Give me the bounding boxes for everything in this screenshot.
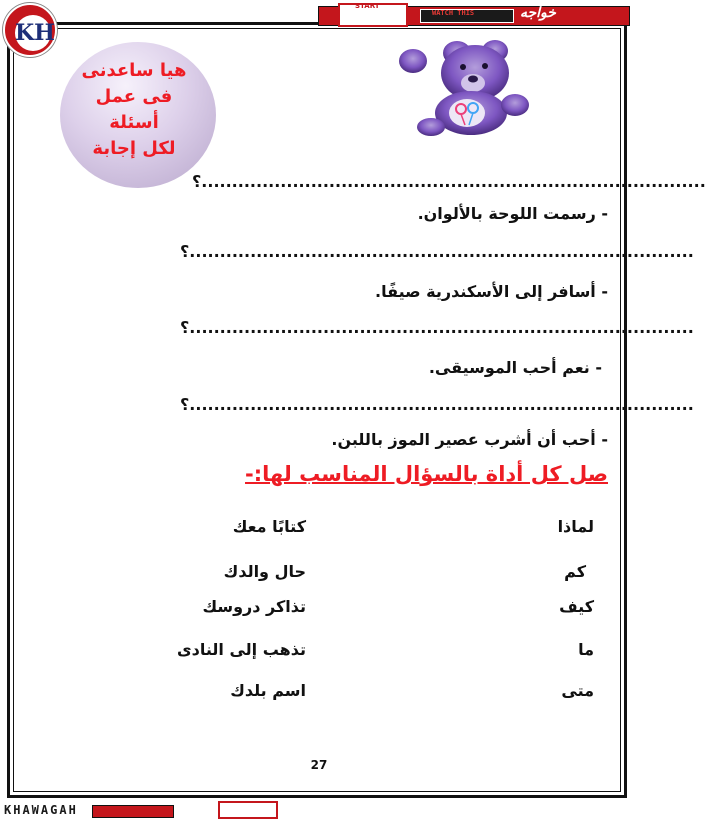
tool-3[interactable]: كيف [559,597,594,616]
bear-illustration [395,33,535,137]
answer-line-1[interactable]: ؟................................................................................... [192,172,706,191]
header-brand: خواجه [520,5,556,21]
logo-text: KH [15,15,51,51]
phrase-2[interactable]: حال والدك [223,562,306,581]
phrase-5[interactable]: اسم بلدك [230,681,306,700]
footer-ribbon [92,805,174,818]
bubble-line-3: لكل إجابة [92,138,176,159]
footer-card [218,801,278,819]
logo [3,3,57,57]
phrase-4[interactable]: تذهب إلى النادى [176,640,306,659]
page-number: 27 [310,758,328,772]
bear-eye-left [460,64,466,70]
header-card-text: START [355,2,380,10]
tool-4[interactable]: ما [578,640,594,659]
bear-paw-right [501,94,529,116]
sentence-3: - نعم أحب الموسيقى. [428,358,602,377]
header-ribbon-text: WATCH THIS [432,9,475,17]
tool-5[interactable]: متى [561,681,594,700]
bubble-line-2: فى عمل أسئلة [95,86,173,133]
footer-brand: KHAWAGAH [4,803,78,817]
sentence-2: - أسافر إلى الأسكندرية صيفًا. [375,282,608,301]
phrase-1[interactable]: كتابًا معك [232,517,306,536]
answer-line-3[interactable]: ؟................................................................................... [180,318,694,337]
tool-1[interactable]: لماذا [557,517,594,536]
sentence-1: - رسمت اللوحة بالألوان. [417,204,608,223]
bear-belly [449,99,485,127]
phrase-3[interactable]: تذاكر دروسك [202,597,306,616]
bear-paw-left [399,49,427,73]
bear-foot-left [417,118,445,136]
bubble-line-1: هيا ساعدنى [81,60,187,81]
answer-line-2[interactable]: ؟................................................................................... [180,242,694,261]
sentence-4: - أحب أن أشرب عصير الموز باللبن. [331,430,608,449]
speech-bubble-text [74,58,194,162]
section-title-match: صل كل أداة بالسؤال المناسب لها:- [245,462,608,486]
answer-line-4[interactable]: ؟................................................................................... [180,395,694,414]
tool-2[interactable]: كم [564,562,586,581]
bear-eye-right [482,63,488,69]
bear-nose [468,76,478,83]
